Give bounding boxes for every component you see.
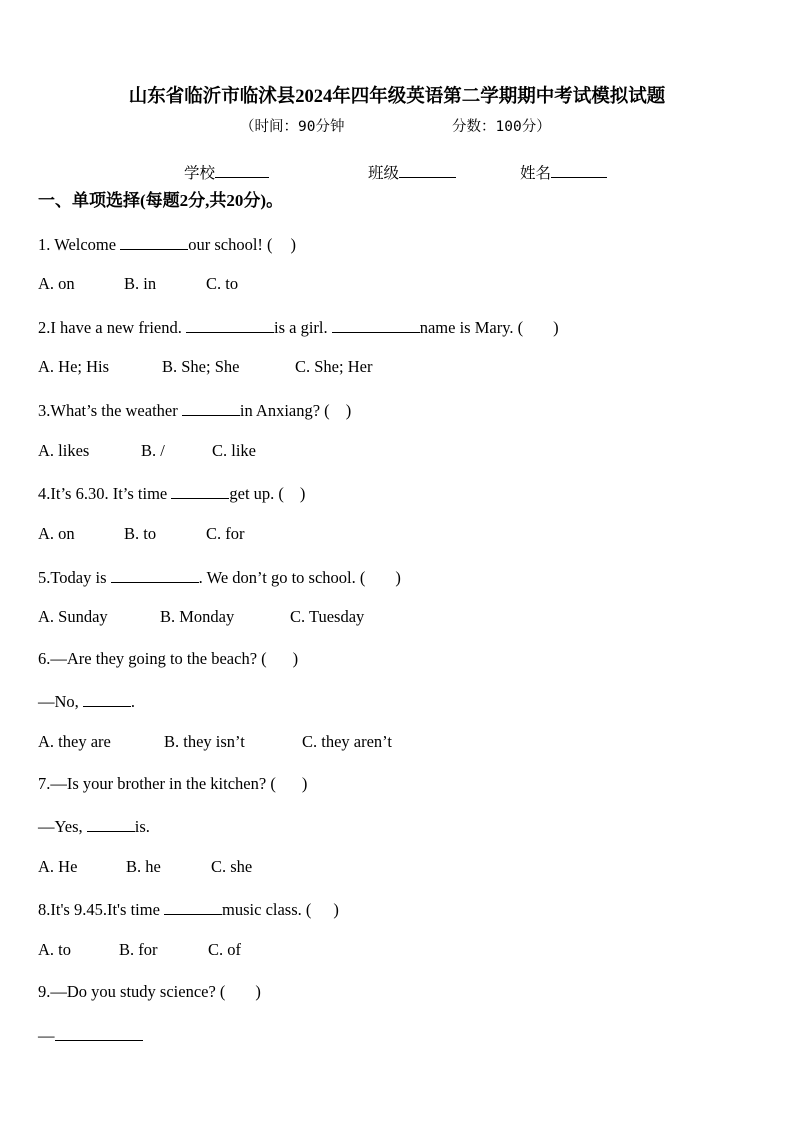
options-7: [38, 857, 252, 877]
options-2: [38, 357, 372, 377]
option-c[interactable]: C. to: [206, 274, 239, 293]
school-label: 学校: [184, 165, 216, 182]
answer-blank[interactable]: [182, 399, 240, 416]
page-title: 山东省临沂市临沭县2024年四年级英语第二学期期中考试模拟试题: [128, 87, 666, 107]
school-blank[interactable]: [215, 161, 269, 178]
option-b[interactable]: B. they isn’t: [164, 732, 245, 751]
score-info: 分数：100分）: [452, 119, 551, 135]
option-a[interactable]: A. on: [38, 274, 75, 293]
option-b[interactable]: B. he: [126, 857, 161, 876]
question-6: 6.—Are they going to the beach? ( ): [38, 649, 299, 668]
question-5: 5.Today is . We don’t go to school. ( ): [38, 568, 401, 587]
question-8: 8.It's 9.45.It's time music class. ( ): [38, 900, 339, 919]
answer-blank[interactable]: [120, 233, 188, 250]
answer-blank[interactable]: [332, 316, 420, 333]
option-b[interactable]: B. for: [119, 940, 158, 959]
option-c[interactable]: C. for: [206, 524, 245, 543]
option-c[interactable]: C. of: [208, 940, 241, 959]
option-c[interactable]: C. She; Her: [295, 357, 373, 376]
class-field: [368, 161, 456, 184]
option-c[interactable]: C. she: [211, 857, 253, 876]
time-info: （时间：90分钟: [240, 119, 345, 135]
answer-line-6: —No, .: [38, 692, 136, 711]
option-a[interactable]: A. they are: [38, 732, 111, 751]
option-c[interactable]: C. they aren’t: [302, 732, 392, 751]
answer-blank[interactable]: [55, 1024, 143, 1041]
question-2: 2.I have a new friend. is a girl. name is Mary. ( ): [38, 318, 559, 337]
class-label: 班级: [368, 165, 400, 182]
answer-blank[interactable]: [171, 482, 229, 499]
options-3: [38, 441, 256, 461]
options-6: [38, 732, 392, 752]
options-8: [38, 940, 241, 960]
question-7: 7.—Is your brother in the kitchen? ( ): [38, 774, 308, 793]
school-field: [184, 161, 269, 184]
name-blank[interactable]: [551, 161, 607, 178]
answer-blank[interactable]: [186, 316, 274, 333]
option-a[interactable]: A. on: [38, 524, 75, 543]
question-3: 3.What’s the weather in Anxiang? ( ): [38, 401, 352, 420]
option-b[interactable]: B. Monday: [160, 607, 235, 626]
answer-line-7: —Yes, is.: [38, 817, 150, 836]
option-a[interactable]: A. to: [38, 940, 71, 959]
answer-line-9: —: [38, 1024, 143, 1046]
option-a[interactable]: A. Sunday: [38, 607, 108, 626]
answer-blank[interactable]: [83, 690, 131, 707]
question-1: 1. Welcome our school! ( ): [38, 235, 297, 254]
section-heading: 一、单项选择(每题2分,共20分)。: [38, 191, 284, 210]
class-blank[interactable]: [399, 161, 456, 178]
options-4: [38, 524, 245, 544]
answer-blank[interactable]: [111, 566, 199, 583]
option-b[interactable]: B. /: [141, 441, 165, 460]
options-1: [38, 274, 238, 294]
name-label: 姓名: [520, 165, 552, 182]
options-5: [38, 607, 364, 627]
question-9: 9.—Do you study science? ( ): [38, 982, 261, 1001]
question-4: 4.It’s 6.30. It’s time get up. ( ): [38, 484, 306, 503]
name-field: [520, 161, 607, 184]
option-b[interactable]: B. in: [124, 274, 157, 293]
option-a[interactable]: A. He; His: [38, 357, 110, 376]
option-b[interactable]: B. to: [124, 524, 157, 543]
option-c[interactable]: C. like: [212, 441, 256, 460]
option-c[interactable]: C. Tuesday: [290, 607, 365, 626]
answer-blank[interactable]: [164, 898, 222, 915]
option-b[interactable]: B. She; She: [162, 357, 240, 376]
option-a[interactable]: A. likes: [38, 441, 90, 460]
answer-blank[interactable]: [87, 815, 135, 832]
option-a[interactable]: A. He: [38, 857, 78, 876]
